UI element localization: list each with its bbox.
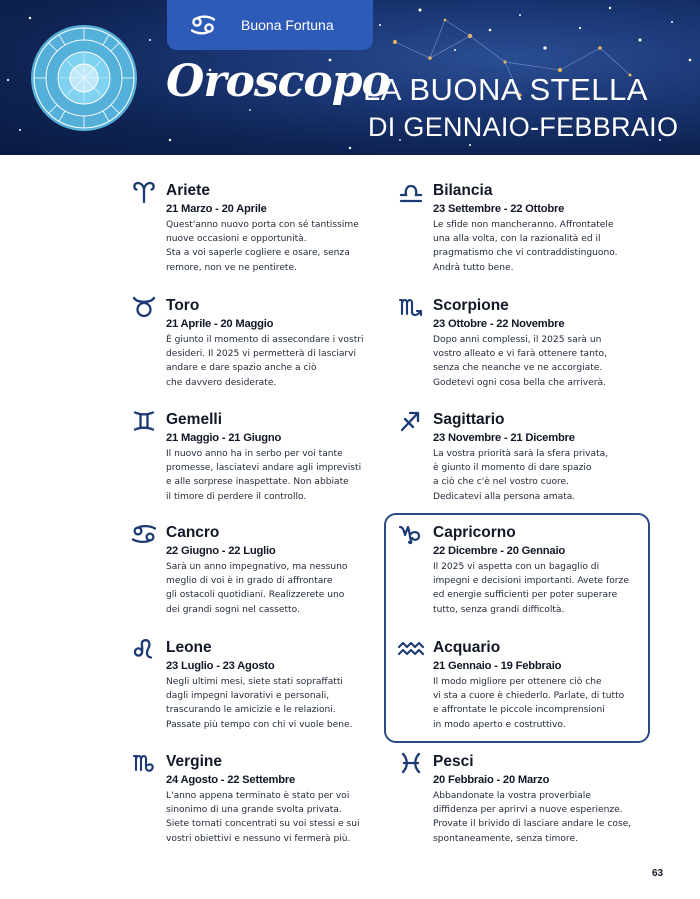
sign-forecast: Negli ultimi mesi, siete stati sopraffatti dagli impegni lavorativi e personali, trascurando le amicizie e le relazioni. Passate più tempo con chi vi vuole bene. xyxy=(166,677,353,730)
sign-dates: 20 Febbraio - 20 Marzo xyxy=(433,774,550,786)
sign-name: Capricorno xyxy=(433,524,516,541)
page-subtitle: DI GENNAIO-FEBBRAIO xyxy=(368,112,679,142)
capricorn-icon xyxy=(398,523,424,545)
sign-pesci xyxy=(398,751,648,851)
sign-toro xyxy=(131,295,381,395)
zodiac-wheel-icon xyxy=(29,23,139,133)
sign-cancro xyxy=(131,522,381,622)
sign-name: Bilancia xyxy=(433,182,493,199)
sign-forecast: Dopo anni complessi, il 2025 sarà un vostro alleato e vi farà ottenere tanto, senza che neanche ve ne accorgiate. Godetevi ogni cosa bella che arriverà. xyxy=(433,335,607,388)
sign-capricorno xyxy=(398,522,648,622)
sign-dates: 23 Settembre - 22 Ottobre xyxy=(433,203,565,215)
sign-name: Cancro xyxy=(166,524,220,541)
category-tab xyxy=(167,0,373,50)
sign-dates: 21 Aprile - 20 Maggio xyxy=(166,318,274,330)
cancer-icon xyxy=(131,523,157,545)
sign-name: Scorpione xyxy=(433,297,509,314)
sign-acquario xyxy=(398,637,648,737)
sign-name: Acquario xyxy=(433,639,501,656)
sign-ariete xyxy=(131,180,381,280)
sign-dates: 23 Ottobre - 22 Novembre xyxy=(433,318,565,330)
sign-forecast: Le sfide non mancheranno. Affrontatele una alla volta, con la razionalità ed il pragmatismo che vi contraddistinguono. Andrà tutto bene. xyxy=(433,220,618,273)
sign-forecast: L'anno appena terminato è stato per voi sinonimo di una grande svolta privata. Siete tornati concentrati su voi stessi e sui vostri obiettivi e nessuno vi fermerà più. xyxy=(166,791,360,844)
sign-dates: 21 Gennaio - 19 Febbraio xyxy=(433,660,562,672)
sign-forecast: Abbandonate la vostra proverbiale diffidenza per aprirvi a nuove esperienze. Provate il brivido di lasciare andare le cose, spontaneamente, senza timore. xyxy=(433,791,632,844)
header-banner xyxy=(0,0,700,155)
sign-sagittario xyxy=(398,409,648,509)
gemini-icon xyxy=(131,410,157,432)
sign-name: Gemelli xyxy=(166,411,222,428)
pisces-icon xyxy=(398,752,424,774)
sign-forecast: La vostra priorità sarà la sfera privata, è giunto il momento di dare spazio a ciò che c'è nel vostro cuore. Dedicatevi alla persona amata. xyxy=(433,449,609,502)
aquarius-icon xyxy=(398,638,424,660)
sign-vergine xyxy=(131,751,381,851)
sign-forecast: È giunto il momento di assecondare i vostri desideri. Il 2025 vi permetterà di lasciarvi andare e dare spazio anche a ciò che davvero desiderate. xyxy=(166,335,364,388)
page-number: 63 xyxy=(652,868,664,879)
title-script: Oroscopo xyxy=(166,56,390,107)
sign-name: Pesci xyxy=(433,753,474,770)
sign-gemelli xyxy=(131,409,381,509)
sign-dates: 24 Agosto - 22 Settembre xyxy=(166,774,296,786)
sign-name: Ariete xyxy=(166,182,210,199)
leo-icon xyxy=(131,638,157,660)
sign-bilancia xyxy=(398,180,648,280)
cancer-icon xyxy=(187,9,219,41)
sign-dates: 23 Novembre - 21 Dicembre xyxy=(433,432,575,444)
sign-forecast: Sarà un anno impegnativo, ma nessuno meglio di voi è in grado di affrontare gli ostacoli quotidiani. Realizzerete uno dei grandi sogni nel cassetto. xyxy=(166,562,348,615)
sign-dates: 22 Giugno - 22 Luglio xyxy=(166,545,276,557)
sign-scorpione xyxy=(398,295,648,395)
sign-dates: 21 Marzo - 20 Aprile xyxy=(166,203,267,215)
sign-leone xyxy=(131,637,381,737)
sign-dates: 23 Luglio - 23 Agosto xyxy=(166,660,275,672)
sagittarius-icon xyxy=(398,410,424,432)
sign-name: Leone xyxy=(166,639,212,656)
category-tab-label: Buona Fortuna xyxy=(241,17,334,33)
libra-icon xyxy=(398,181,424,203)
sign-forecast: Il 2025 vi aspetta con un bagaglio di impegni e decisioni importanti. Avete forze ed energie sufficienti per poter superare tutto, senza grandi difficoltà. xyxy=(433,562,629,615)
aries-icon xyxy=(131,181,157,203)
sign-name: Vergine xyxy=(166,753,222,770)
taurus-icon xyxy=(131,296,157,318)
sign-forecast: Quest'anno nuovo porta con sé tantissime nuove occasioni e opportunità. Sta a voi saperle cogliere e osare, senza remore, non ve ne pentirete. xyxy=(166,220,359,273)
sign-forecast: Il modo migliore per ottenere ciò che vi sta a cuore è chiederlo. Parlate, di tutto e affrontate le piccole incomprensioni in modo aperto e costruttivo. xyxy=(433,677,625,730)
sign-name: Sagittario xyxy=(433,411,505,428)
sign-dates: 22 Dicembre - 20 Gennaio xyxy=(433,545,565,557)
sign-forecast: Il nuovo anno ha in serbo per voi tante promesse, lasciatevi andare agli imprevisti e alle sorprese inaspettate. Non abbiate il timore di perdere il controllo. xyxy=(166,449,362,502)
virgo-icon xyxy=(131,752,157,774)
sign-name: Toro xyxy=(166,297,200,314)
page-title: LA BUONA STELLA xyxy=(363,72,648,107)
sign-dates: 21 Maggio - 21 Giugno xyxy=(166,432,282,444)
scorpio-icon xyxy=(398,296,424,318)
